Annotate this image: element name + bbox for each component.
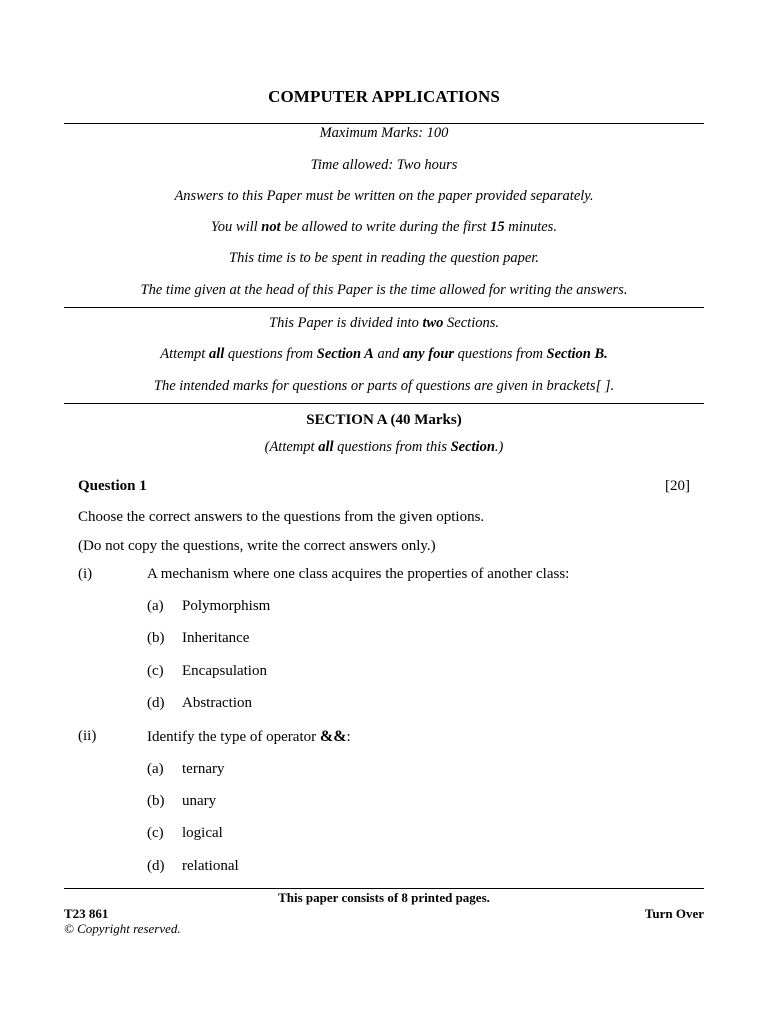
option-letter: (c) [147, 663, 164, 679]
question-label: Question 1 [78, 478, 147, 494]
turn-over: Turn Over [644, 906, 704, 921]
paper-divided-note: This Paper is divided into two Sections. [269, 315, 499, 331]
option-letter: (c) [147, 825, 164, 841]
footer-divider [64, 888, 704, 889]
option-letter: (b) [147, 630, 165, 646]
question-instruction: (Do not copy the questions, write the correct answers only.) [78, 538, 436, 554]
option-letter: (d) [147, 695, 165, 711]
time-note: The time given at the head of this Paper is the time allowed for writing the answers. [140, 282, 628, 298]
attempt-instruction: Attempt all questions from Section A and any four questions from Section B. [160, 346, 608, 362]
section-title: SECTION A (40 Marks) [306, 412, 462, 428]
option-letter: (b) [147, 793, 165, 809]
option-text: unary [182, 793, 217, 809]
question-instruction: Choose the correct answers to the questions from the given options. [78, 509, 485, 525]
option-text: Abstraction [182, 695, 252, 711]
part-number: (ii) [78, 728, 97, 744]
option-text: relational [182, 858, 239, 874]
section-subtitle: (Attempt all questions from this Section.) [264, 439, 504, 455]
option-text: ternary [182, 761, 225, 777]
part-number: (i) [78, 566, 93, 582]
answers-note: Answers to this Paper must be written on the paper provided separately. [174, 188, 594, 204]
part-question: A mechanism where one class acquires the properties of another class: [147, 566, 570, 582]
marks-note: The intended marks for questions or parts of questions are given in brackets[ ]. [153, 378, 615, 394]
option-letter: (a) [147, 598, 164, 614]
option-text: Polymorphism [182, 598, 271, 614]
copyright-note: © Copyright reserved. [64, 921, 181, 936]
divider [64, 307, 704, 308]
time-allowed: Time allowed: Two hours [310, 157, 458, 173]
divider [64, 403, 704, 404]
option-letter: (a) [147, 761, 164, 777]
pages-note: This paper consists of 8 printed pages. [278, 890, 490, 905]
option-text: logical [182, 825, 223, 841]
option-text: Inheritance [182, 630, 250, 646]
reading-purpose: This time is to be spent in reading the question paper. [229, 250, 539, 266]
paper-title: COMPUTER APPLICATIONS [268, 87, 500, 106]
reading-time-note: You will not be allowed to write during the first 15 minutes. [211, 219, 557, 235]
part-question: Identify the type of operator &&: [147, 728, 351, 745]
paper-code: T23 861 [64, 906, 109, 921]
question-marks: [20] [665, 478, 690, 494]
option-letter: (d) [147, 858, 165, 874]
option-text: Encapsulation [182, 663, 267, 679]
max-marks: Maximum Marks: 100 [319, 125, 449, 141]
